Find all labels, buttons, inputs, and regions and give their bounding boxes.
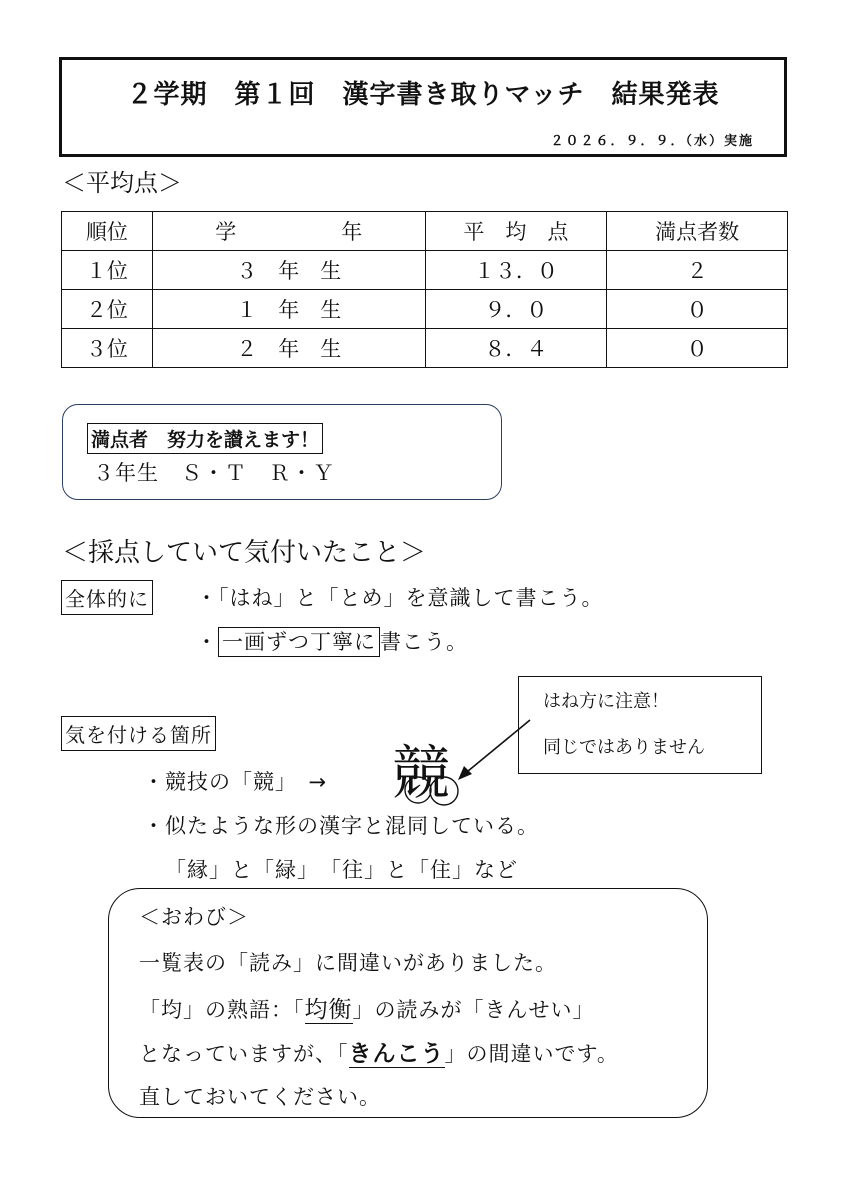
date-label: ２０２６．９．９．（水）実施 xyxy=(550,134,754,149)
apology-line-3-word: きんこう xyxy=(348,1041,445,1067)
apology-line-3 xyxy=(139,1035,619,1068)
average-heading: ＜平均点＞ xyxy=(62,169,182,197)
column-header: 学 年 xyxy=(152,212,425,251)
circle-mark xyxy=(405,777,431,803)
apology-line-1: 一覧表の「読み」に間違いがありました。 xyxy=(139,951,557,975)
page-title: ２学期 第１回 漢字書き取りマッチ 結果発表 xyxy=(126,80,720,110)
column-header: 平 均 点 xyxy=(425,212,607,251)
circle-mark xyxy=(430,777,458,805)
notice-line-2-suffix: 書こう。 xyxy=(380,630,468,654)
notice-line-1: ・「はね」と「とめ」を意識して書こう。 xyxy=(196,586,604,610)
apology-line-2-prefix: 「均」の熟語：「 xyxy=(139,998,305,1022)
arrow-line xyxy=(462,720,530,776)
grade-cell: ３ 年 生 xyxy=(152,251,425,290)
title-box xyxy=(59,57,787,157)
rank-cell: ２位 xyxy=(62,290,153,329)
apology-title: ＜おわび＞ xyxy=(139,905,249,929)
apology-box xyxy=(108,888,708,1118)
score-cell: ８．４ xyxy=(425,329,607,368)
notice-line-2 xyxy=(196,626,468,656)
score-cell: １３．０ xyxy=(425,251,607,290)
grade-cell: １ 年 生 xyxy=(152,290,425,329)
kanji-annotation xyxy=(380,690,540,810)
table-row xyxy=(62,290,788,329)
table-row xyxy=(62,329,788,368)
arrow-head-icon xyxy=(458,766,472,780)
apology-line-2-suffix: 」の読みが「きんせい」 xyxy=(352,998,595,1022)
perfect-score-title: 満点者 努力を讃えます！ xyxy=(87,423,323,454)
similar-line: ・似たような形の漢字と混同している。 xyxy=(143,814,539,838)
examples-line: 「縁」と「緑」 「往」と「住」など xyxy=(165,858,518,882)
overall-label: 全体的に xyxy=(61,580,153,615)
notices-heading: ＜採点していて気付いたこと＞ xyxy=(62,538,427,568)
notice-line-2-boxed: 一画ずつ丁寧に xyxy=(218,627,380,657)
grade-cell: ２ 年 生 xyxy=(152,329,425,368)
results-table xyxy=(61,211,788,368)
note-box xyxy=(518,676,762,774)
notice-line-2-prefix: ・ xyxy=(196,630,218,654)
perfect-count-cell: ０ xyxy=(607,290,788,329)
apology-line-2-word: 均衡 xyxy=(304,997,353,1023)
rank-cell: ３位 xyxy=(62,329,153,368)
apology-line-2 xyxy=(139,991,595,1024)
apology-line-3-suffix: 」の間違いです。 xyxy=(444,1042,619,1066)
column-header: 満点者数 xyxy=(607,212,788,251)
rank-cell: １位 xyxy=(62,251,153,290)
score-cell: ９．０ xyxy=(425,290,607,329)
big-kanji: 競 xyxy=(392,739,451,807)
perfect-count-cell: ０ xyxy=(607,329,788,368)
perfect-score-names: ３年生 Ｓ・Ｔ Ｒ・Ｙ xyxy=(93,461,335,485)
column-header: 順位 xyxy=(62,212,153,251)
perfect-count-cell: ２ xyxy=(607,251,788,290)
note-line-1: はね方に注意！ xyxy=(543,691,669,712)
apology-line-3-prefix: となっていますが、「 xyxy=(139,1042,349,1066)
apology-line-4: 直しておいてください。 xyxy=(139,1085,381,1109)
caution-label: 気を付ける箇所 xyxy=(61,716,216,751)
note-line-2: 同じではありません xyxy=(543,737,705,758)
table-row xyxy=(62,251,788,290)
table-header-row xyxy=(62,212,788,251)
perfect-score-box xyxy=(62,404,502,500)
kyogi-line: ・競技の「競」 → xyxy=(143,770,328,794)
